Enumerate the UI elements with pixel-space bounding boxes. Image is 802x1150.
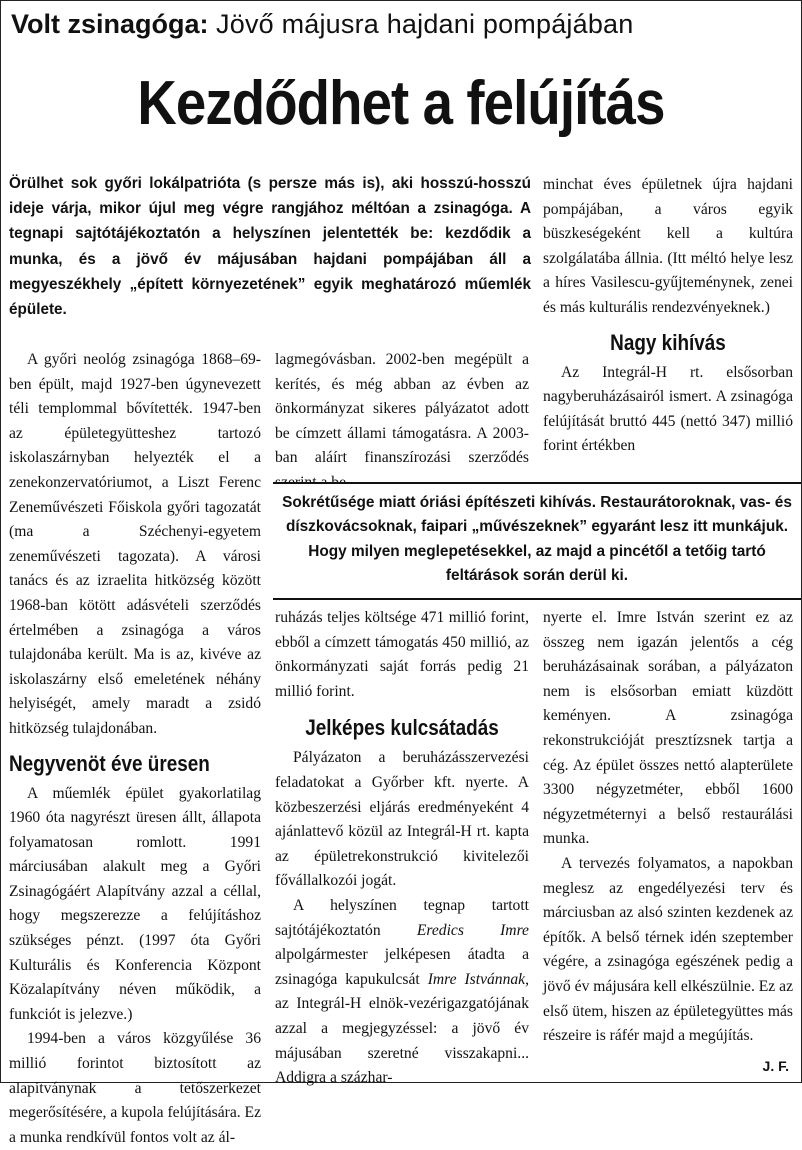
person-name-eredics: Eredics Imre (416, 921, 529, 939)
col2-p3-part-a: A helyszínen tegnap tartott sajtótájékoztatón (275, 896, 529, 939)
kicker (11, 7, 634, 41)
subheading-nagy-kihivas: Nagy kihívás (610, 329, 726, 355)
col2-bottom-paragraph-1: ruházás teljes költsége 471 millió forint, ebből a címzett támogatás 450 millió, az önkormányzati saját forrás pedig 21 millió forint. (275, 609, 529, 700)
subheading-jelkepes: Jelképes kulcsátadás (305, 715, 499, 741)
col3-bottom-paragraph-2: A tervezés folyamatos, a napokban meglesz az engedélyezési terv és márciusban az alsó szinten kezdenek az építők. A belső térnek idén szeptember végére, a zsinagóga egészének pedig a jövő év májusára kell elkészülnie. Ez az első ütem, hiszen az épületegyüttes más részeire is ráfér majd a megújítás. (543, 854, 793, 1045)
pull-quote: Sokrétűsége miatt óriási építészeti kihívás. Restaurátoroknak, vas- és díszkovácsoknak, faipari „művészeknek” egyaránt lesz itt munkájuk. Hogy milyen meglepetésekkel, az majd a pincétől a tetőig tartó feltárások során derül ki. (273, 482, 801, 600)
lead-paragraph: Örülhet sok győri lokálpatrióta (s persze más is), aki hosszú-hosszú ideje várja, mikor újul meg végre rangjához méltóan a zsinagóga. A tegnapi sajtótájékoztatón a helyszínen jelentették be: kezdődik a munka, és a jövő év májusában hajdani pompájában áll a megyeszékhely „épített környezetének” egyik meghatározó műemlék épülete. (9, 175, 531, 319)
subheading-negyvenot: Negyvenöt éve üresen (9, 750, 210, 776)
col2-p3-part-b: alpolgármester jelképesen átadta a zsinagóga kapukulcsát (275, 946, 529, 988)
column-2-bottom (275, 606, 529, 1091)
person-name-imre: Imre Istvánnak (427, 970, 526, 988)
column-2-top (275, 348, 529, 496)
author-signature: J. F. (762, 1058, 789, 1074)
column-1 (9, 348, 261, 1150)
headline: Kezdődhet a felújítás (137, 69, 665, 138)
column-3-bottom (543, 606, 793, 1049)
col1-paragraph-1: A győri neológ zsinagóga 1868–69-ben épült, majd 1927-ben úgynevezett téli templommal bővítették. 1947-ben az épületegyütteshez tartozó iskolaszárnyban helyezték el a zenekonzervatóriumot, a Liszt Ferenc Zeneművészeti Főiskola győri tagozatát (ma a Széchenyi-egyetem zeneművészeti tagozata). A városi tanács és az izraelita hitközség között 1968-ban kötött adásvételi szerződés értelmében a zsinagóga a város tulajdonába került. Ma is az, kivéve az iskolaszárny első emeletének néhány helyiségét, amely maradt a zsidó hitközség tulajdonában. (9, 351, 261, 737)
col1-paragraph-2: A műemlék épület gyakorlatilag 1960 óta nagyrészt üresen állt, állapota folyamatosan romlott. 1991 márciusában alakult meg a Győri Zsinagógáért Alapítvány azzal a céllal, hogy megszerezze a felújításhoz szükséges pénzt. (1997 óta Győri Kulturális és Konferencia Központ Közalapítvány néven működik, a funkciót is jelezve.) (9, 784, 261, 1023)
col2-bottom-paragraph-2: Pályázaton a beruházásszervezési feladatokat a Győrber kft. nyerte. A közbeszerzési eljárás eredményeként 4 ajánlattevő közül az Integrál-H rt. kapta az épületrekonstrukció kivitelezői fővállalkozói jogát. (275, 749, 529, 890)
col3-top-paragraph-1: minchat éves épületnek újra hajdani pompájában, a város egyik büszkeségeként kell a kultúra szolgálatába állnia. (Itt méltó helye lesz a híres Vasilescu-gyűjteménynek, zenei és más kulturális rendezvényeknek.) (543, 176, 793, 316)
col2-bottom-paragraph-3 (275, 894, 529, 1091)
column-3-top (543, 173, 793, 459)
kicker-bold: Volt zsinagóga: (11, 9, 209, 39)
col3-top-paragraph-2: Az Integrál-H rt. elsősorban nagyberuházásairól ismert. A zsinagóga felújítását bruttó 445 (nettó 347) millió forint értékben (543, 363, 793, 455)
col1-paragraph-3: 1994-ben a város közgyűlése 36 millió forintot biztosított az alapítványnak a tetőszerkezet megerősítésére, a kupola felújítására. Ez a munka rendkívül fontos volt az ál- (9, 1030, 261, 1146)
kicker-light: Jövő májusra hajdani pompájában (216, 9, 634, 39)
col2-p3-part-c: , az Integrál-H elnök-vezérigazgatójának azzal a megjegyzéssel: a jövő év májusában szeretné visszakapni... Addigra a százhar- (275, 970, 530, 1087)
col2-top-paragraph: lagmegóvásban. 2002-ben megépült a kerítés, és még abban az évben az önkormányzat sikeres pályázatot adott be címzett állami támogatásra. A 2003-ban aláírt finanszírozási szerződés (275, 351, 529, 467)
col3-bottom-paragraph-1: nyerte el. Imre István szerint ez az összeg nem igazán jelentős a cég beruházásainak sorában, a pályázaton nem is elsősorban emiatt küzdött keményen. A zsinagóga rekonstrukcióját presztízsnek tartja a cég. Az épület összes nettó alapterülete 3300 négyzetméter, ebből 1600 négyzetméternyi a belső restaurálási munka. (543, 609, 793, 848)
